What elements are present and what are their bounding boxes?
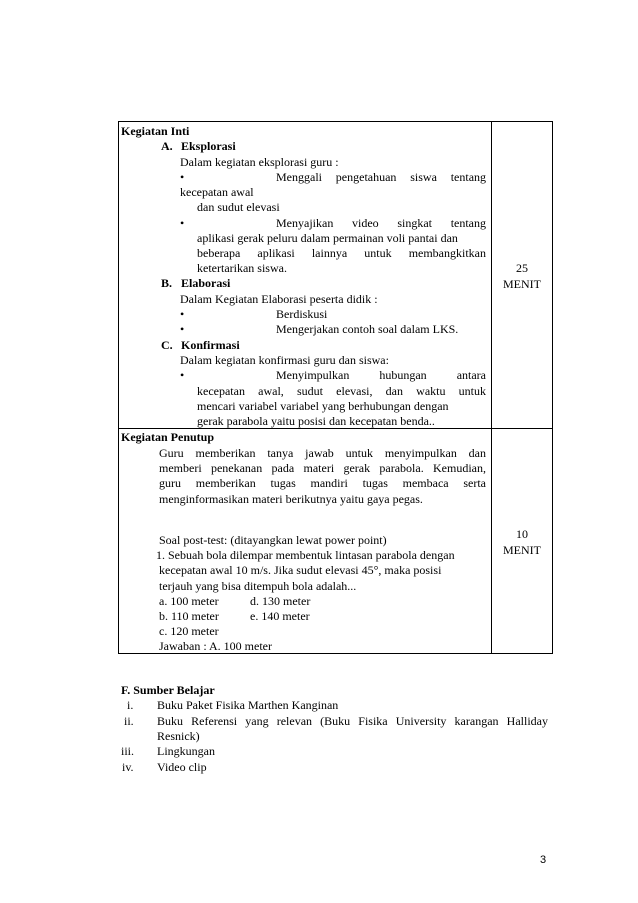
bullet-text-line: Berdiskusi — [276, 307, 328, 321]
bullet-icon: • — [180, 368, 185, 382]
page-number: 3 — [540, 854, 547, 866]
option-e: e. 140 meter — [250, 609, 310, 623]
bullet-text-line: kecepatan awal, sudut elevasi, dan waktu untuk — [197, 384, 486, 398]
penutup-paragraph-line: menginformasikan materi berikutnya yaitu gaya pegas. — [159, 492, 423, 506]
list-item-text: Resnick) — [157, 729, 200, 743]
option-b: b. 110 meter — [159, 609, 219, 623]
section-a-title: Eksplorasi — [181, 139, 236, 153]
soal-question-line: 1. Sebuah bola dilempar membentuk lintasan parabola dengan — [156, 548, 455, 562]
bullet-icon: • — [180, 170, 185, 184]
sumber-belajar-heading: F. Sumber Belajar — [121, 683, 215, 697]
list-item-number: iii. — [121, 744, 135, 758]
list-item-number: iv. — [122, 760, 134, 774]
list-item-text: Lingkungan — [157, 744, 215, 758]
bullet-text-line: Menyimpulkan hubungan antara — [276, 368, 486, 382]
penutup-duration-unit: MENIT — [503, 543, 541, 557]
section-c-intro: Dalam kegiatan konfirmasi guru dan siswa: — [180, 353, 389, 367]
kegiatan-inti-heading: Kegiatan Inti — [121, 124, 190, 138]
bullet-text-line: Menyajikan video singkat tentang — [276, 216, 487, 230]
list-item-text: Buku Referensi yang relevan (Buku Fisika University karangan Halliday — [157, 714, 548, 728]
list-item-text: Buku Paket Fisika Marthen Kanginan — [157, 698, 339, 712]
bullet-icon: • — [180, 216, 185, 230]
bullet-text-line: ketertarikan siswa. — [197, 261, 287, 275]
table-top-border — [118, 121, 553, 122]
bullet-text-line: gerak parabola yaitu posisi dan kecepatan benda.. — [197, 414, 435, 428]
option-a: a. 100 meter — [159, 594, 219, 608]
table-left-border — [118, 121, 119, 654]
inti-duration-number: 25 — [516, 261, 528, 275]
section-b-title: Elaborasi — [181, 276, 231, 290]
kegiatan-penutup-heading: Kegiatan Penutup — [121, 430, 215, 444]
penutup-paragraph-line: memberi penekanan pada materi gerak parabola. Kemudian, — [159, 461, 486, 475]
section-c-label: C. — [161, 338, 173, 352]
soal-heading: Soal post-test: (ditayangkan lewat power point) — [159, 533, 387, 547]
bullet-text-line: beberapa aplikasi lainnya untuk membangkitkan — [197, 246, 487, 260]
option-d: d. 130 meter — [250, 594, 311, 608]
bullet-icon: • — [180, 322, 185, 336]
soal-question-line: kecepatan awal 10 m/s. Jika sudut elevasi 45°, maka posisi — [159, 563, 442, 577]
bullet-icon: • — [180, 307, 185, 321]
bullet-text-line: aplikasi gerak peluru dalam permainan voli pantai dan — [197, 231, 458, 245]
penutup-duration-number: 10 — [516, 527, 528, 541]
section-a-label: A. — [161, 139, 173, 153]
bullet-text-line: Menggali pengetahuan siswa tentang — [276, 170, 487, 184]
table-right-border — [552, 121, 553, 654]
bullet-text-line: kecepatan awal — [180, 185, 254, 199]
penutup-paragraph-line: Guru memberikan tanya jawab untuk menyimpulkan dan — [159, 446, 486, 460]
section-c-title: Konfirmasi — [181, 338, 240, 352]
section-a-intro: Dalam kegiatan eksplorasi guru : — [180, 155, 339, 169]
jawaban-text: Jawaban : A. 100 meter — [159, 639, 272, 653]
option-c: c. 120 meter — [159, 624, 219, 638]
list-item-number: i. — [127, 698, 134, 712]
list-item-number: ii. — [124, 714, 134, 728]
section-b-intro: Dalam Kegiatan Elaborasi peserta didik : — [180, 292, 378, 306]
inti-duration-unit: MENIT — [503, 277, 541, 291]
list-item-text: Video clip — [157, 760, 207, 774]
bullet-text-line: Mengerjakan contoh soal dalam LKS. — [276, 322, 459, 336]
soal-question-line: terjauh yang bisa ditempuh bola adalah... — [159, 579, 357, 593]
section-b-label: B. — [161, 276, 173, 290]
bullet-text-line: mencari variabel variabel yang berhubungan dengan — [197, 399, 449, 413]
bullet-text-line: dan sudut elevasi — [197, 200, 280, 214]
penutup-paragraph-line: guru memberikan tugas mandiri tugas membaca serta — [159, 476, 486, 490]
table-column-divider — [491, 121, 492, 654]
